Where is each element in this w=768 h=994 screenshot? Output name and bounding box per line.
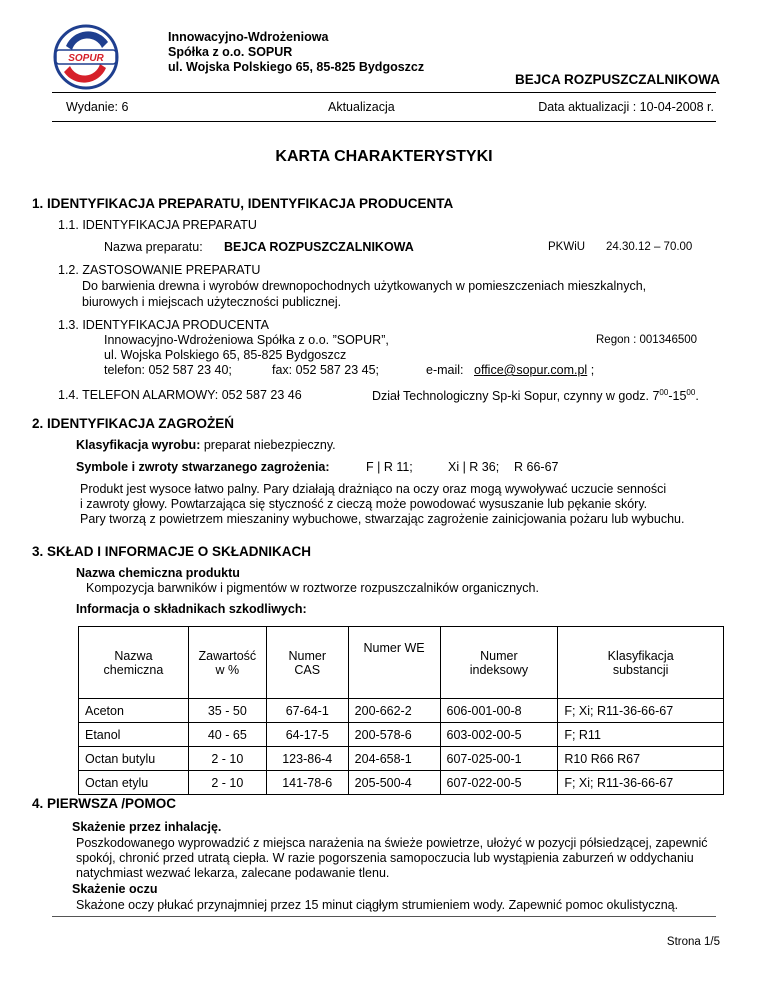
header-cell: Zawartość w %: [188, 627, 266, 699]
cell-cas: 64-17-5: [266, 723, 348, 747]
cell-name: Aceton: [79, 699, 189, 723]
email-wrap: [474, 363, 594, 377]
producer-phone: telefon: 052 587 23 40;: [104, 363, 232, 377]
chemical-name-value: Kompozycja barwników i pigmentów w roztworze rozpuszczalników organicznych.: [86, 581, 539, 595]
page-number: Strona 1/5: [666, 936, 720, 948]
document-title: KARTA CHARAKTERYSTYKI: [275, 148, 493, 165]
table-row: [79, 723, 724, 747]
pkwiu-value: 24.30.12 – 70.00: [606, 241, 693, 253]
inhalation-line-1: Poszkodowanego wyprowadzić z miejsca narażenia na świeże powietrze, ułożyć w pozycji półsiedzącej, zapewnić: [76, 836, 708, 850]
cell-index: 607-022-00-5: [440, 771, 558, 795]
cell-content: 40 - 65: [188, 723, 266, 747]
cell-classification: F; Xi; R11-36-66-67: [558, 699, 724, 723]
subheader-divider: [52, 121, 716, 122]
email-link[interactable]: office@sopur.com.pl: [474, 363, 588, 377]
subsection-1-3: 1.3. IDENTYFIKACJA PRODUCENTA: [58, 318, 269, 332]
hazard-line-3: Pary tworzą z powietrzem mieszaniny wybuchowe, stwarzając zagrożenie zainicjowania pożaru lub wybuchu.: [80, 512, 685, 526]
section-2-heading: 2. IDENTYFIKACJA ZAGROŻEŃ: [32, 416, 235, 431]
cell-name: Octan butylu: [79, 747, 189, 771]
table-row: [79, 747, 724, 771]
hazard-line-2: i zawroty głowy. Powtarzająca się styczność z cieczą może powodować wysuszanie lub pękanie skóry.: [80, 497, 648, 511]
cell-cas: 67-64-1: [266, 699, 348, 723]
subsection-1-2: 1.2. ZASTOSOWANIE PREPARATU: [58, 263, 261, 277]
symbol-xi-r36: Xi | R 36;: [448, 460, 500, 474]
eye-line-1: Skażone oczy płukać przynajmniej przez 15 minut ciągłym strumieniem wody. Zapewnić pomoc okulistyczną.: [76, 898, 679, 912]
harmful-components-label: Informacja o składnikach szkodliwych:: [76, 602, 307, 616]
cell-classification: R10 R66 R67: [558, 747, 724, 771]
table-row: [79, 699, 724, 723]
components-table: [78, 626, 724, 795]
product-title: BEJCA ROZPUSZCZALNIKOWA: [515, 72, 720, 87]
inhalation-line-2: spokój, chronić przed utratą ciepła. W razie pogorszenia samopoczucia lub wystąpienia zaburzeń w oddychaniu: [76, 851, 694, 865]
cell-index: 606-001-00-8: [440, 699, 558, 723]
header-cell: Klasyfikacja substancji: [558, 627, 724, 699]
producer-line-2: ul. Wojska Polskiego 65, 85-825 Bydgoszcz: [104, 348, 347, 362]
cell-cas: 123-86-4: [266, 747, 348, 771]
cell-index: 607-025-00-1: [440, 747, 558, 771]
department-hours: [372, 388, 699, 403]
use-line-2: biurowych i miejscach użyteczności publicznej.: [82, 295, 342, 309]
email-label: e-mail:: [426, 363, 464, 377]
cell-name: Octan etylu: [79, 771, 189, 795]
department-text: Dział Technologiczny Sp-ki Sopur, czynny w godz. 7: [372, 389, 660, 404]
classification-value: preparat niebezpieczny.: [203, 438, 336, 452]
inhalation-line-3: natychmiast wezwać lekarza, zalecane podawanie tlenu.: [76, 866, 390, 880]
subsection-1-1: 1.1. IDENTYFIKACJA PREPARATU: [58, 218, 257, 232]
header-cell: Numer indeksowy: [440, 627, 558, 699]
table-row: [79, 771, 724, 795]
update-label: Aktualizacja: [328, 100, 395, 114]
hours-sep: -15: [668, 389, 687, 404]
hours-to-sup: 00: [686, 388, 696, 397]
cell-we: 205-500-4: [348, 771, 440, 795]
classification-label: Klasyfikacja wyrobu:: [76, 438, 201, 452]
eye-label: Skażenie oczu: [72, 882, 158, 896]
logo-text: SOPUR: [68, 53, 104, 64]
update-date: Data aktualizacji : 10-04-2008 r.: [538, 100, 714, 114]
cell-classification: F; Xi; R11-36-66-67: [558, 771, 724, 795]
inhalation-label: Skażenie przez inhalację.: [72, 820, 222, 834]
company-address: [168, 30, 424, 75]
header-cell: Numer CAS: [266, 627, 348, 699]
sopur-logo: [52, 24, 120, 90]
preparation-name-label: Nazwa preparatu:: [104, 240, 203, 254]
chemical-name-label: Nazwa chemiczna produktu: [76, 566, 240, 580]
section-4-heading: 4. PIERWSZA /POMOC: [32, 796, 177, 811]
email-suffix: ;: [590, 363, 595, 377]
cell-index: 603-002-00-5: [440, 723, 558, 747]
header-divider: [52, 92, 716, 93]
emergency-phone: 1.4. TELEFON ALARMOWY: 052 587 23 46: [58, 388, 302, 402]
cell-classification: F; R11: [558, 723, 724, 747]
cell-cas: 141-78-6: [266, 771, 348, 795]
table-header-row: [79, 627, 724, 699]
pkwiu-label: PKWiU: [548, 241, 586, 253]
footer-divider: [52, 916, 716, 917]
cell-we: 204-658-1: [348, 747, 440, 771]
cell-we: 200-578-6: [348, 723, 440, 747]
section-1-heading: 1. IDENTYFIKACJA PREPARATU, IDENTYFIKACJA PRODUCENTA: [32, 196, 454, 211]
hours-from-sup: 00: [659, 388, 669, 397]
cell-content: 2 - 10: [188, 771, 266, 795]
cell-content: 2 - 10: [188, 747, 266, 771]
header-cell: Numer WE: [348, 627, 440, 699]
cell-name: Etanol: [79, 723, 189, 747]
preparation-name-value: BEJCA ROZPUSZCZALNIKOWA: [224, 240, 414, 254]
cell-content: 35 - 50: [188, 699, 266, 723]
hours-end: .: [695, 389, 699, 404]
header-cell: Nazwa chemiczna: [79, 627, 189, 699]
classification: [76, 438, 336, 452]
symbol-r66-67: R 66-67: [514, 460, 559, 474]
symbol-f-r11: F | R 11;: [366, 460, 413, 474]
producer-fax: fax: 052 587 23 45;: [272, 363, 380, 377]
company-line-2: Spółka z o.o. SOPUR: [168, 45, 293, 59]
regon: Regon : 001346500: [596, 334, 698, 346]
company-line-3: ul. Wojska Polskiego 65, 85-825 Bydgoszcz: [168, 60, 425, 74]
section-3-heading: 3. SKŁAD I INFORMACJE O SKŁADNIKACH: [32, 544, 312, 559]
edition: Wydanie: 6: [66, 100, 129, 114]
cell-we: 200-662-2: [348, 699, 440, 723]
use-line-1: Do barwienia drewna i wyrobów drewnopochodnych użytkowanych w pomieszczeniach mieszkalnych,: [82, 279, 647, 293]
symbols-label: Symbole i zwroty stwarzanego zagrożenia:: [76, 460, 330, 474]
producer-line-1: Innowacyjno-Wdrożeniowa Spółka z o.o. ”SOPUR”,: [104, 333, 389, 347]
hazard-line-1: Produkt jest wysoce łatwo palny. Pary działają drażniąco na oczy oraz mogą wywoływać uczucie senności: [80, 482, 667, 496]
company-line-1: Innowacyjno-Wdrożeniowa: [168, 30, 329, 44]
